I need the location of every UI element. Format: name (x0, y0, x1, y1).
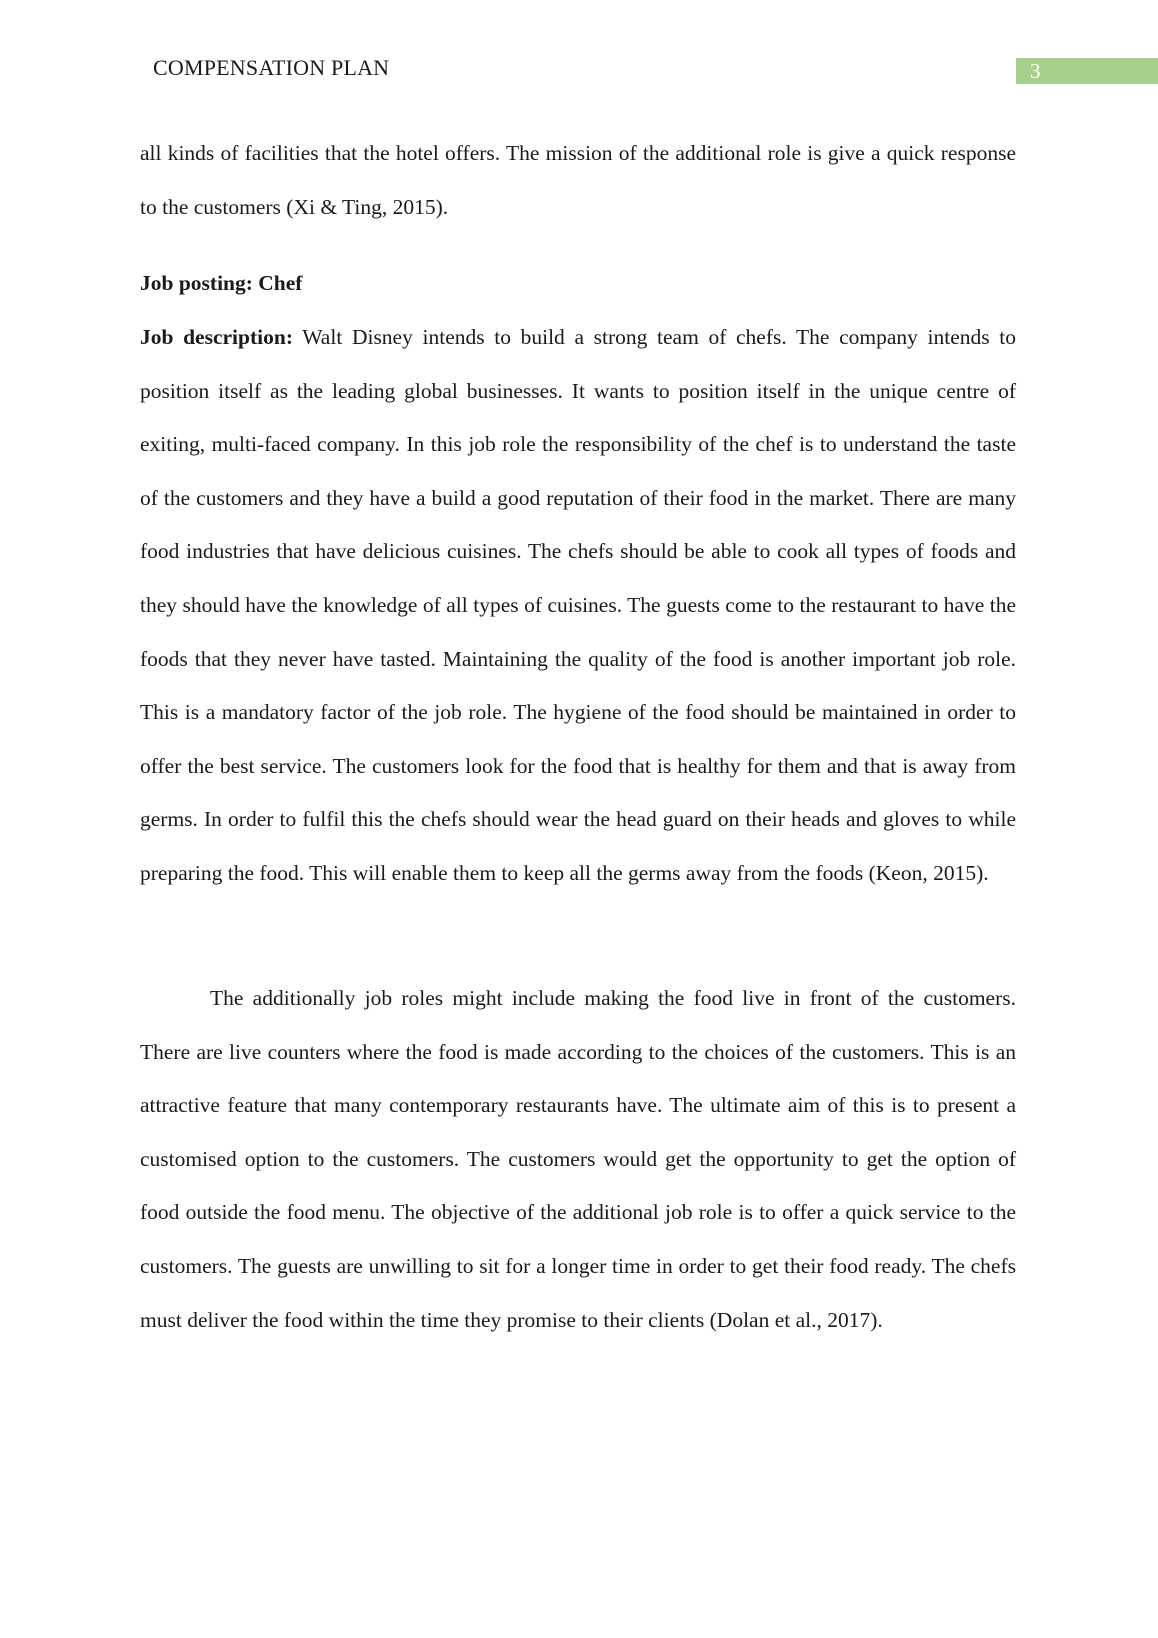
continuation-text: all kinds of facilities that the hotel offers. The mission of the additional role is give a quick response to the customers (Xi & Ting, 2015). (140, 141, 1016, 219)
running-head: COMPENSATION PLAN (153, 55, 390, 80)
additional-roles-paragraph (140, 972, 1016, 1347)
continuation-paragraph (140, 127, 1016, 234)
additional-roles-text: The additionally job roles might include making the food live in front of the customers. There are live counters where the food is made according to the choices of the customers. This is an attractive feature that many contemporary restaurants have. The ultimate aim of this is to present a customised option to the customers. The customers would get the opportunity to get the option of food outside the food menu. The objective of the additional job role is to offer a quick service to the customers. The guests are unwilling to sit for a longer time in order to get their food ready. The chefs must deliver the food within the time they promise to their clients (Dolan et al., 2017). (140, 986, 1016, 1332)
job-description-text: Walt Disney intends to build a strong team of chefs. The company intends to position itself as the leading global businesses. It wants to position itself in the unique centre of exiting, multi-faced company. In this job role the responsibility of the chef is to understand the taste of the customers and they have a build a good reputation of their food in the market. There are many food industries that have delicious cuisines. The chefs should be able to cook all types of foods and they should have the knowledge of all types of cuisines. The guests come to the restaurant to have the foods that they never have tasted. Maintaining the quality of the food is another important job role. This is a mandatory factor of the job role. The hygiene of the food should be maintained in order to offer the best service. The customers look for the food that is healthy for them and that is away from germs. In order to fulfil this the chefs should wear the head guard on their heads and gloves to while preparing the food. This will enable them to keep all the germs away from the foods (Keon, 2015). (140, 325, 1016, 885)
job-description-label: Job description: (140, 325, 293, 349)
job-description-paragraph (140, 311, 1016, 901)
section-heading: Job posting: Chef (140, 271, 303, 295)
page-number: 3 (1016, 58, 1158, 84)
